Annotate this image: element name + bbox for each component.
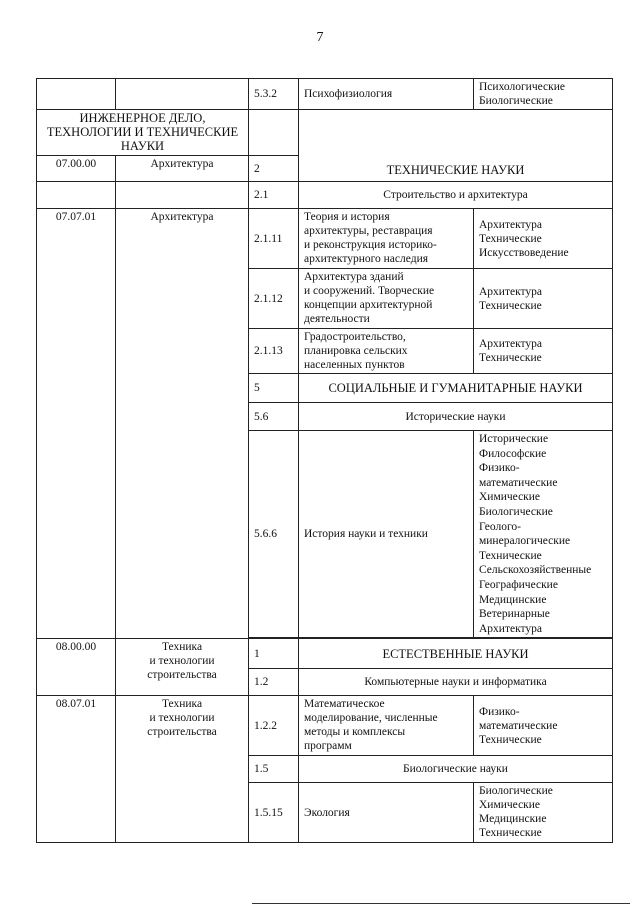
- specialty-direction-name: [116, 696, 249, 843]
- table-row: [37, 639, 613, 669]
- science-branches: [474, 79, 613, 110]
- text-line: деятельности: [304, 313, 370, 325]
- direction-name: Архитектура: [116, 156, 249, 182]
- text-line: Биологические: [479, 505, 553, 518]
- direction-name: [116, 639, 249, 696]
- text-line: Технические: [479, 232, 542, 245]
- text-line: Архитектура: [479, 338, 543, 350]
- subsection-code: 5.6: [249, 403, 299, 431]
- text-line: Геолого-: [479, 520, 521, 533]
- text-line: НАУКИ: [120, 139, 165, 153]
- specialty-name: [299, 696, 474, 756]
- page-bottom-rule: [252, 903, 630, 904]
- science-branches: [474, 269, 613, 329]
- text-line: математические: [479, 719, 558, 732]
- empty-cell: [116, 182, 249, 209]
- specialty-direction-name: Архитектура: [116, 209, 249, 639]
- section-title: ТЕХНИЧЕСКИЕ НАУКИ: [299, 110, 613, 182]
- subsection-code: 1.2: [249, 669, 299, 696]
- section-code: 5: [249, 374, 299, 403]
- text-line: и реконструкция историко-: [304, 239, 437, 251]
- specialty-direction-code: 08.07.01: [37, 696, 116, 843]
- specialty-code: 2.1.11: [249, 209, 299, 269]
- text-line: Медицинские: [479, 593, 547, 606]
- section-title: ЕСТЕСТВЕННЫЕ НАУКИ: [299, 639, 613, 669]
- science-branches: [474, 431, 613, 638]
- subsection-title: Компьютерные науки и информатика: [299, 669, 613, 696]
- specialty-code: 2.1.12: [249, 269, 299, 329]
- text-line: Географические: [479, 578, 558, 591]
- science-branches: [474, 329, 613, 374]
- text-line: и технологии: [149, 712, 215, 725]
- specialty-name: [299, 269, 474, 329]
- text-line: Химические: [479, 799, 541, 812]
- group-heading: [37, 110, 249, 156]
- text-line: Градостроительство,: [304, 331, 406, 343]
- subsection-title: Биологические науки: [299, 756, 613, 783]
- text-line: Психологические: [479, 81, 565, 93]
- text-line: Технические: [479, 352, 542, 364]
- specialty-name: [299, 329, 474, 374]
- text-line: математические: [479, 476, 558, 489]
- direction-code: 07.00.00: [37, 156, 116, 182]
- text-line: Ветеринарные: [479, 608, 550, 621]
- empty-cell: [37, 79, 116, 110]
- text-line: минералогические: [479, 535, 571, 548]
- specialty-name: История науки и техники: [299, 431, 474, 638]
- text-line: Архитектура зданий: [304, 271, 404, 283]
- text-line: планировка сельских: [304, 345, 408, 357]
- text-line: архитектуры, реставрация: [304, 225, 433, 237]
- text-line: моделирование, численные: [304, 712, 438, 725]
- text-line: Технические: [479, 827, 542, 840]
- text-line: строительства: [147, 669, 217, 682]
- text-line: Теория и история: [304, 211, 390, 223]
- text-line: и сооружений. Творческие: [304, 285, 435, 297]
- text-line: Технические: [479, 549, 542, 562]
- text-line: ТЕХНОЛОГИИ И ТЕХНИЧЕСКИЕ: [46, 125, 239, 139]
- text-line: Технические: [479, 299, 542, 312]
- text-line: Философские: [479, 447, 547, 460]
- text-line: Технические: [479, 733, 542, 746]
- table-row: [37, 79, 613, 110]
- text-line: и технологии: [149, 655, 215, 668]
- text-line: Физико-: [479, 462, 520, 475]
- specialties-table: [36, 78, 613, 843]
- text-line: концепции архитектурной: [304, 299, 433, 311]
- table-row: [37, 209, 613, 269]
- text-line: Биологические: [479, 95, 553, 107]
- subsection-title: Строительство и архитектура: [299, 182, 613, 209]
- text-line: Архитектура: [479, 622, 543, 635]
- text-line: Исторические: [479, 433, 549, 445]
- empty-cell: [249, 110, 299, 156]
- text-line: Химические: [479, 491, 541, 504]
- science-branches: [474, 696, 613, 756]
- text-line: Архитектура: [479, 218, 543, 231]
- text-line: ИНЖЕНЕРНОЕ ДЕЛО,: [79, 111, 206, 125]
- section-code: 2: [249, 156, 299, 182]
- text-line: населенных пунктов: [304, 359, 405, 371]
- text-line: Биологические: [479, 785, 553, 798]
- text-line: архитектурного наследия: [304, 253, 429, 265]
- empty-cell: [37, 182, 116, 209]
- subsection-code: 1.5: [249, 756, 299, 783]
- specialty-code: 2.1.13: [249, 329, 299, 374]
- text-line: Физико-: [479, 705, 520, 718]
- text-line: строительства: [147, 726, 217, 739]
- text-line: Техника: [161, 698, 203, 711]
- specialty-code: 5.6.6: [249, 431, 299, 638]
- text-line: Математическое: [304, 698, 385, 711]
- text-line: Сельскохозяйственные: [479, 564, 592, 577]
- specialty-name: Психофизиология: [299, 79, 474, 110]
- text-line: Техника: [161, 641, 203, 654]
- table-row: [37, 696, 613, 756]
- empty-cell: [116, 79, 249, 110]
- table-row: [37, 110, 613, 156]
- section-title: СОЦИАЛЬНЫЕ И ГУМАНИТАРНЫЕ НАУКИ: [299, 374, 613, 403]
- text-line: программ: [304, 740, 352, 753]
- table-row: [37, 182, 613, 209]
- section-code: 1: [249, 639, 299, 669]
- specialty-direction-code: 07.07.01: [37, 209, 116, 639]
- subsection-code: 2.1: [249, 182, 299, 209]
- specialty-name: [299, 209, 474, 269]
- specialty-code: 5.3.2: [249, 79, 299, 110]
- page-number: 7: [316, 30, 324, 45]
- direction-code: 08.00.00: [37, 639, 116, 696]
- specialty-code: 1.5.15: [249, 783, 299, 843]
- subsection-title: Исторические науки: [299, 403, 613, 431]
- specialty-code: 1.2.2: [249, 696, 299, 756]
- text-line: Архитектура: [479, 285, 543, 298]
- science-branches: [474, 209, 613, 269]
- specialty-name: Экология: [299, 783, 474, 843]
- text-line: Медицинские: [479, 813, 547, 826]
- text-line: Искусствоведение: [479, 246, 569, 259]
- text-line: методы и комплексы: [304, 726, 406, 739]
- science-branches: [474, 783, 613, 843]
